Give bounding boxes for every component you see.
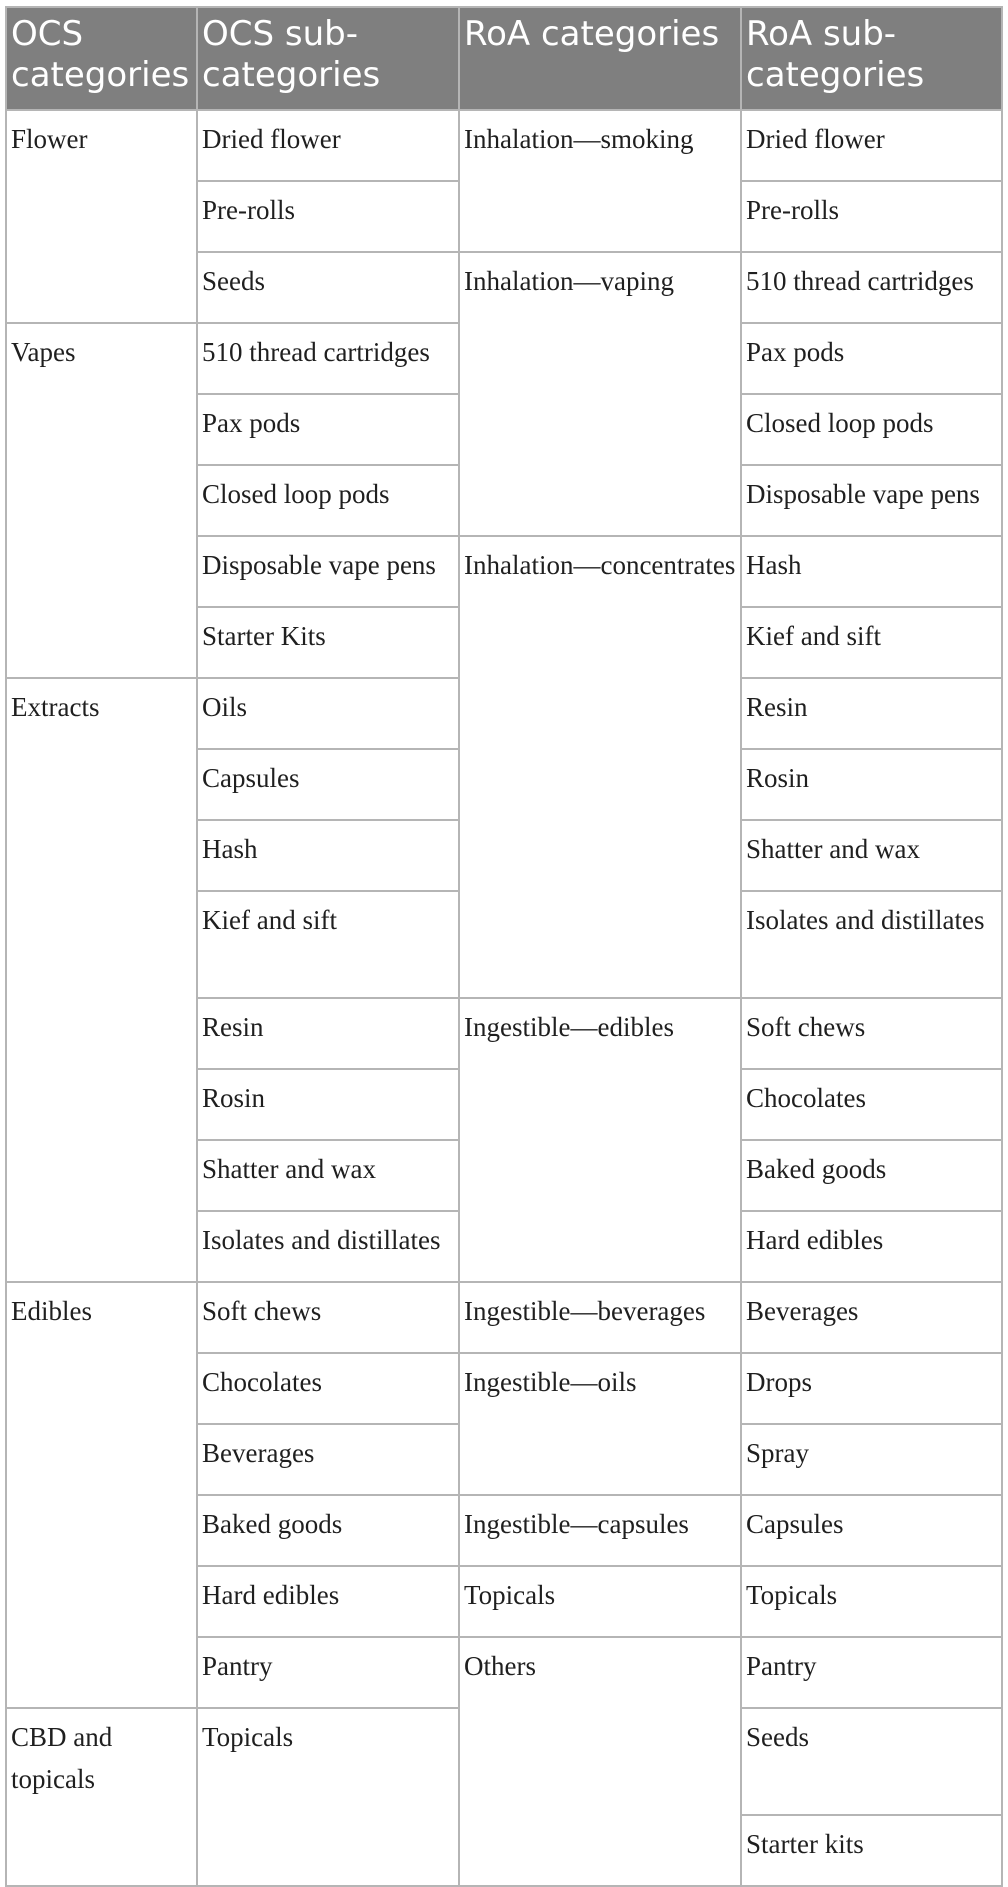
- roa-sub-category-cell: Disposable vape pens: [741, 465, 1002, 536]
- ocs-sub-category-cell: Soft chews: [197, 1282, 459, 1353]
- roa-sub-category-cell: Hard edibles: [741, 1211, 1002, 1282]
- roa-sub-category-cell: Pre-rolls: [741, 181, 1002, 252]
- roa-category-cell: Inhalation—concentrates: [459, 536, 741, 998]
- roa-sub-category-cell: Isolates and distillates: [741, 891, 1002, 998]
- roa-sub-category-cell: Chocolates: [741, 1069, 1002, 1140]
- ocs-sub-category-cell: Shatter and wax: [197, 1140, 459, 1211]
- ocs-sub-category-cell: Isolates and distillates: [197, 1211, 459, 1282]
- ocs-category-cell: Extracts: [6, 678, 197, 1282]
- roa-category-cell: Others: [459, 1637, 741, 1886]
- ocs-sub-category-cell: Pax pods: [197, 394, 459, 465]
- ocs-category-cell: Vapes: [6, 323, 197, 678]
- roa-category-cell: Inhalation—vaping: [459, 252, 741, 536]
- ocs-sub-category-cell: Rosin: [197, 1069, 459, 1140]
- ocs-sub-category-cell: Oils: [197, 678, 459, 749]
- roa-category-cell: Inhalation—smoking: [459, 110, 741, 252]
- roa-sub-category-cell: Baked goods: [741, 1140, 1002, 1211]
- roa-sub-category-cell: Pax pods: [741, 323, 1002, 394]
- roa-sub-category-cell: Drops: [741, 1353, 1002, 1424]
- roa-category-cell: Ingestible—oils: [459, 1353, 741, 1495]
- ocs-sub-category-cell: Capsules: [197, 749, 459, 820]
- ocs-sub-category-cell: Pre-rolls: [197, 181, 459, 252]
- roa-category-cell: Ingestible—beverages: [459, 1282, 741, 1353]
- roa-sub-category-cell: Topicals: [741, 1566, 1002, 1637]
- ocs-sub-category-cell: Pantry: [197, 1637, 459, 1708]
- roa-sub-category-cell: Spray: [741, 1424, 1002, 1495]
- header-ocs-categories: OCS categories: [6, 7, 197, 110]
- roa-sub-category-cell: Seeds: [741, 1708, 1002, 1815]
- roa-sub-category-cell: 510 thread cartridges: [741, 252, 1002, 323]
- roa-sub-category-cell: Capsules: [741, 1495, 1002, 1566]
- ocs-sub-category-cell: Dried flower: [197, 110, 459, 181]
- table-row: [6, 110, 1002, 181]
- ocs-category-cell: Edibles: [6, 1282, 197, 1708]
- ocs-sub-category-cell: Kief and sift: [197, 891, 459, 998]
- roa-category-cell: Ingestible—edibles: [459, 998, 741, 1282]
- roa-sub-category-cell: Resin: [741, 678, 1002, 749]
- roa-sub-category-cell: Starter kits: [741, 1815, 1002, 1886]
- header-roa-sub-categories: RoA sub-categories: [741, 7, 1002, 110]
- roa-sub-category-cell: Soft chews: [741, 998, 1002, 1069]
- ocs-sub-category-cell: Resin: [197, 998, 459, 1069]
- roa-sub-category-cell: Kief and sift: [741, 607, 1002, 678]
- ocs-sub-category-cell: 510 thread cartridges: [197, 323, 459, 394]
- ocs-sub-category-cell: Starter Kits: [197, 607, 459, 678]
- roa-sub-category-cell: Closed loop pods: [741, 394, 1002, 465]
- header-row: [6, 7, 1002, 110]
- header-ocs-sub-categories: OCS sub-categories: [197, 7, 459, 110]
- ocs-sub-category-cell: Hard edibles: [197, 1566, 459, 1637]
- category-mapping-table: [5, 6, 1003, 1887]
- roa-sub-category-cell: Shatter and wax: [741, 820, 1002, 891]
- table-row: [6, 1282, 1002, 1353]
- roa-sub-category-cell: Hash: [741, 536, 1002, 607]
- ocs-sub-category-cell: Seeds: [197, 252, 459, 323]
- roa-sub-category-cell: Pantry: [741, 1637, 1002, 1708]
- ocs-sub-category-cell: Closed loop pods: [197, 465, 459, 536]
- ocs-sub-category-cell: Chocolates: [197, 1353, 459, 1424]
- roa-category-cell: Topicals: [459, 1566, 741, 1637]
- ocs-sub-category-cell: Topicals: [197, 1708, 459, 1886]
- ocs-sub-category-cell: Hash: [197, 820, 459, 891]
- roa-sub-category-cell: Beverages: [741, 1282, 1002, 1353]
- ocs-sub-category-cell: Disposable vape pens: [197, 536, 459, 607]
- ocs-category-cell: Flower: [6, 110, 197, 323]
- ocs-sub-category-cell: Beverages: [197, 1424, 459, 1495]
- ocs-category-cell: CBD and topicals: [6, 1708, 197, 1886]
- header-roa-categories: RoA categories: [459, 7, 741, 110]
- roa-sub-category-cell: Rosin: [741, 749, 1002, 820]
- roa-category-cell: Ingestible—capsules: [459, 1495, 741, 1566]
- roa-sub-category-cell: Dried flower: [741, 110, 1002, 181]
- ocs-sub-category-cell: Baked goods: [197, 1495, 459, 1566]
